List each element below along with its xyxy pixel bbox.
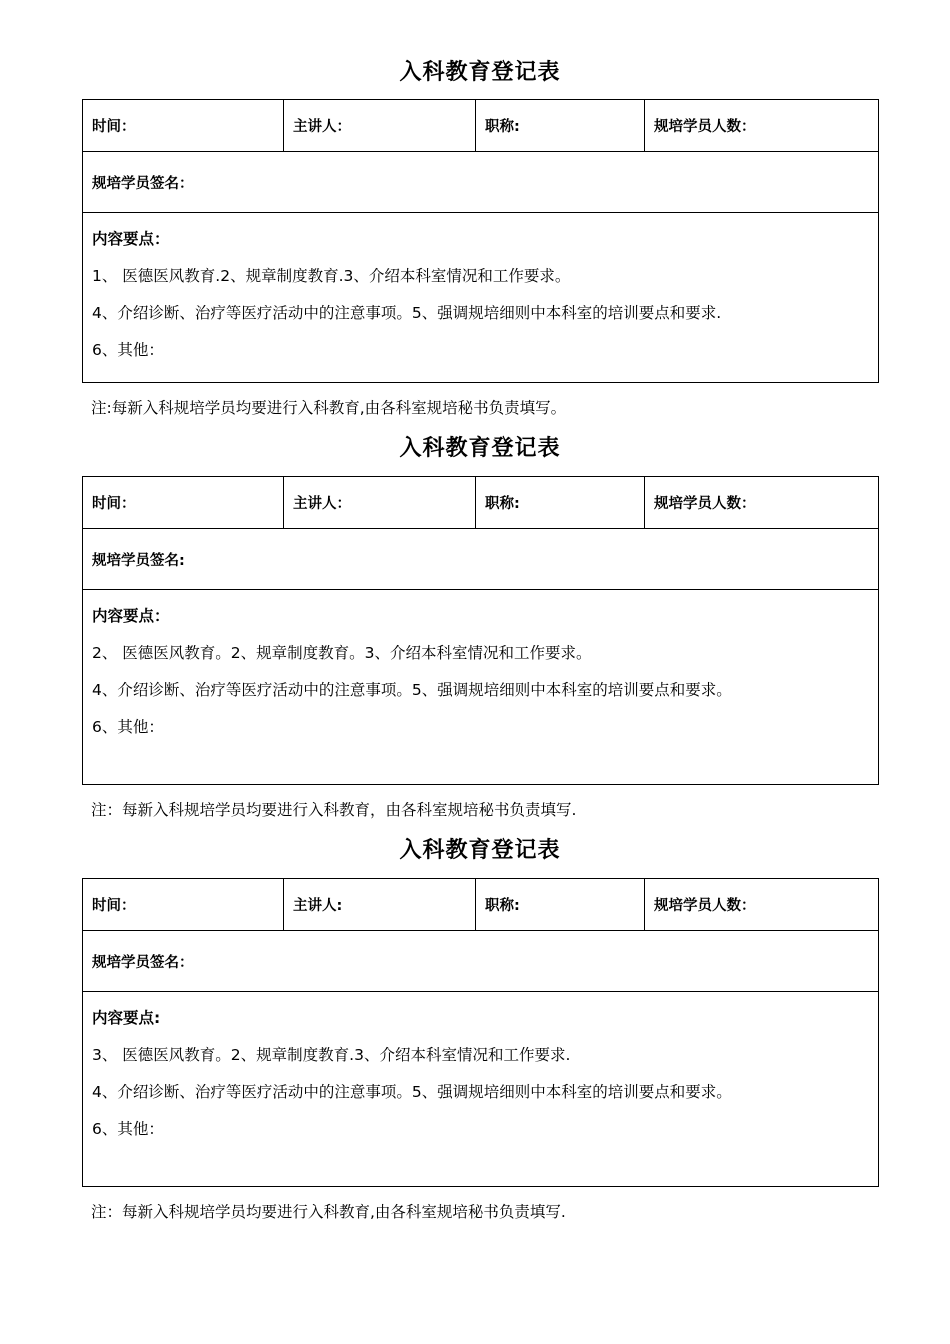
form-note: 注：每新入科规培学员均要进行入科教育,由各科室规培秘书负责填写.: [91, 1203, 566, 1221]
trainee-count-field[interactable]: 规培学员人数：: [645, 477, 879, 529]
form-note: 注：每新入科规培学员均要进行入科教育，由各科室规培秘书负责填写.: [91, 801, 577, 819]
time-field[interactable]: 时间：: [83, 477, 284, 529]
registration-form-2: [82, 434, 878, 821]
lecturer-field[interactable]: 主讲人:: [284, 879, 476, 931]
content-item-other: 6、其他：: [92, 341, 164, 359]
content-points-cell: [83, 590, 879, 785]
trainee-signature-field[interactable]: 规培学员签名:: [83, 529, 879, 590]
trainee-signature-field[interactable]: 规培学员签名：: [83, 152, 879, 213]
content-points-label: 内容要点：: [92, 607, 170, 625]
trainee-signature-field[interactable]: 规培学员签名：: [83, 931, 879, 992]
content-item-other: 6、其他：: [92, 718, 164, 736]
content-points-label: 内容要点：: [92, 230, 170, 248]
registration-table: [82, 878, 879, 1187]
form-note: 注:每新入科规培学员均要进行入科教育,由各科室规培秘书负责填写。: [91, 399, 567, 417]
content-item: 4、介绍诊断、治疗等医疗活动中的注意事项。5、强调规培细则中本科室的培训要点和要求。: [92, 1083, 732, 1101]
trainee-count-field[interactable]: 规培学员人数：: [645, 879, 879, 931]
content-item: 4、介绍诊断、治疗等医疗活动中的注意事项。5、强调规培细则中本科室的培训要点和要求.: [92, 304, 722, 322]
registration-table: [82, 476, 879, 785]
content-points-label: 内容要点:: [92, 1009, 161, 1027]
content-points-cell: [83, 992, 879, 1187]
content-points-cell: [83, 213, 879, 383]
registration-form-3: [82, 836, 878, 1223]
content-item-other: 6、其他：: [92, 1120, 164, 1138]
registration-table: [82, 99, 879, 383]
content-item: 1、 医德医风教育.2、规章制度教育.3、介绍本科室情况和工作要求。: [92, 267, 571, 285]
content-item: 2、 医德医风教育。2、规章制度教育。3、介绍本科室情况和工作要求。: [92, 644, 592, 662]
time-field[interactable]: 时间：: [83, 879, 284, 931]
position-field[interactable]: 职称:: [476, 879, 645, 931]
trainee-count-field[interactable]: 规培学员人数：: [645, 100, 879, 152]
form-title: 入科教育登记表: [399, 436, 561, 461]
time-field[interactable]: 时间：: [83, 100, 284, 152]
form-title: 入科教育登记表: [399, 60, 561, 85]
lecturer-field[interactable]: 主讲人：: [284, 100, 476, 152]
content-item: 3、 医德医风教育。2、规章制度教育.3、介绍本科室情况和工作要求.: [92, 1046, 571, 1064]
position-field[interactable]: 职称:: [476, 477, 645, 529]
content-item: 4、介绍诊断、治疗等医疗活动中的注意事项。5、强调规培细则中本科室的培训要点和要求。: [92, 681, 732, 699]
registration-form-1: [82, 58, 878, 419]
lecturer-field[interactable]: 主讲人：: [284, 477, 476, 529]
position-field[interactable]: 职称:: [476, 100, 645, 152]
form-title: 入科教育登记表: [399, 838, 561, 863]
